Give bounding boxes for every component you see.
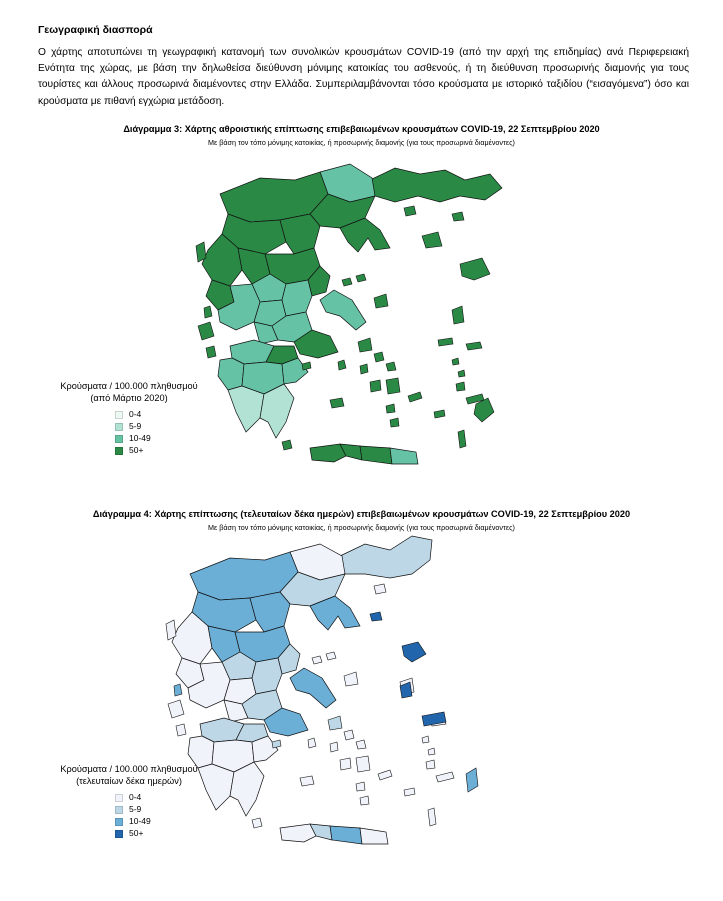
legend-swatch (115, 447, 123, 455)
legend-cumulative (44, 380, 214, 460)
island-syros (360, 364, 368, 374)
legend-swatch (115, 411, 123, 419)
island-milos (300, 776, 314, 786)
island-thasos (404, 206, 416, 216)
island-samothraki (370, 612, 382, 621)
legend-title-line1: Κρούσματα / 100.000 πληθυσμού (60, 764, 198, 774)
legend-swatch (115, 435, 123, 443)
legend-swatch (115, 794, 123, 802)
island-amorgos (378, 770, 392, 780)
island-thasos (374, 584, 386, 594)
island-kefalonia (198, 322, 214, 340)
island-leros (428, 748, 435, 755)
island-astypalaia (434, 410, 445, 418)
legend-swatch (115, 806, 123, 814)
island-kos (436, 772, 454, 782)
island-mykonos (356, 740, 366, 749)
region-chania (310, 444, 346, 462)
island-zakynthos (176, 724, 186, 736)
region-heraklion (360, 446, 392, 464)
island-kythira (282, 440, 292, 450)
section-heading: Γεωγραφική διασπορά (38, 24, 153, 36)
region-thrace (370, 168, 502, 202)
figure-4-title: Διάγραμμα 4: Χάρτης επίπτωσης (τελευταίων δέκα ημερών) επιβεβαιωμένων κρουσμάτων COVID-19, 22 Σεπτεμβρίου 2020 (92, 509, 631, 519)
island-amorgos (408, 392, 422, 402)
island-skopelos (356, 274, 366, 282)
island-kefalonia (168, 700, 184, 718)
island-skyros (344, 672, 358, 686)
island-patmos (422, 736, 429, 743)
island-karpathos (458, 430, 466, 448)
island-aegina (302, 362, 311, 370)
island-patmos (452, 358, 459, 365)
island-mykonos (386, 362, 396, 371)
legend-label: 50+ (129, 445, 144, 455)
intro-paragraph: Ο χάρτης αποτυπώνει τη γεωγραφική κατανομή των συνολικών κρουσμάτων COVID-19 (από την αρχή της επιδημίας) ανά Περιφερειακή Ενότητα της χώρας, με βάση την δηλωθείσα διεύθυνση μόνιμης κατοικίας του ασθενούς, ή τη διεύθυνση προσωρινής διαμονής για τους τουρίστες και άλλους προσωρινά διαμένοντες στην Ελλάδα. Συμπεριλαμβάνονται τόσο κρούσματα με ιστορικό ταξιδίου (“εισαγόμενα”) όσο και κρούσματα με πιθανή εγχώρια μετάδοση. (38, 47, 689, 107)
island-andros (358, 338, 372, 352)
figure-3-title: Διάγραμμα 3: Χάρτης αθροιστικής επίπτωσης επιβεβαιωμένων κρουσμάτων COVID-19, 22 Σεπτεμβρίου 2020 (123, 124, 600, 134)
island-skyros (374, 294, 388, 308)
legend-swatch (115, 830, 123, 838)
figure-3-subtitle: Με βάση τον τόπο μόνιμης κατοικίας, ή προσωρινής διαμονής (για τους προσωρινά διαμένοντες) (208, 138, 515, 147)
island-corfu (166, 620, 176, 640)
island-lesvos (460, 258, 490, 280)
legend-swatch (115, 818, 123, 826)
island-chios (452, 306, 464, 324)
region-chania (280, 824, 316, 842)
legend-label: 0-4 (129, 409, 142, 419)
greece-choropleth-map-cumulative (190, 150, 520, 490)
island-zakynthos (206, 346, 216, 358)
legend-title-line1: Κρούσματα / 100.000 πληθυσμού (60, 381, 198, 391)
island-skiathos (312, 656, 322, 664)
legend-swatch (115, 423, 123, 431)
region-fthiotida (282, 280, 312, 316)
legend-label: 0-4 (129, 792, 142, 802)
legend-label: 10-49 (129, 433, 151, 443)
island-astypalaia (404, 788, 415, 796)
island-corfu (196, 242, 206, 262)
island-limnos (422, 232, 442, 248)
mainland-regions (202, 164, 502, 438)
island-paros (340, 758, 351, 770)
island-kalymnos (426, 760, 435, 769)
island-tinos (344, 730, 354, 740)
legend-label: 50+ (129, 828, 144, 838)
region-thrace (340, 536, 432, 578)
island-ios (386, 404, 395, 413)
region-fthiotida (252, 658, 282, 694)
region-ilia (218, 358, 244, 390)
island-karpathos (428, 808, 436, 826)
island-santorini (390, 418, 399, 427)
island-kalymnos (456, 382, 465, 391)
region-lasithi (360, 828, 388, 844)
island-tinos (374, 352, 384, 362)
island-naxos (386, 378, 400, 394)
island-kea (308, 738, 316, 748)
legend-label: 5-9 (129, 804, 142, 814)
region-lasithi (390, 448, 418, 464)
island-skopelos (326, 652, 336, 660)
island-naxos (356, 756, 370, 772)
island-ios (356, 782, 365, 791)
region-evia (320, 290, 366, 330)
island-lefkada (174, 684, 182, 696)
legend-title-line2: (τελευταίων δέκα ημερών) (76, 776, 182, 786)
island-samothraki (452, 212, 464, 221)
island-rhodes (466, 768, 478, 792)
island-kea (338, 360, 346, 370)
legend-title-line2: (από Μάρτιο 2020) (90, 393, 168, 403)
island-syros (330, 742, 338, 752)
island-andros (328, 716, 342, 730)
region-heraklion (330, 826, 362, 844)
island-skiathos (342, 278, 352, 286)
island-aegina (272, 740, 281, 748)
region-evia (290, 668, 336, 708)
island-paros (370, 380, 381, 392)
island-lefkada (204, 306, 212, 318)
legend-label: 10-49 (129, 816, 151, 826)
legend-ten-day (44, 763, 214, 843)
island-milos (330, 398, 344, 408)
island-santorini (360, 796, 369, 805)
legend-label: 5-9 (129, 421, 142, 431)
island-leros (458, 370, 465, 377)
island-limnos (402, 642, 426, 662)
region-messinia (228, 386, 264, 432)
figure-4-subtitle: Με βάση τον τόπο μόνιμης κατοικίας, ή προσωρινής διαμονής (για τους προσωρινά διαμένοντες) (208, 523, 515, 532)
island-samos (466, 342, 482, 350)
island-kythira (252, 818, 262, 828)
island-ikaria (438, 338, 453, 346)
